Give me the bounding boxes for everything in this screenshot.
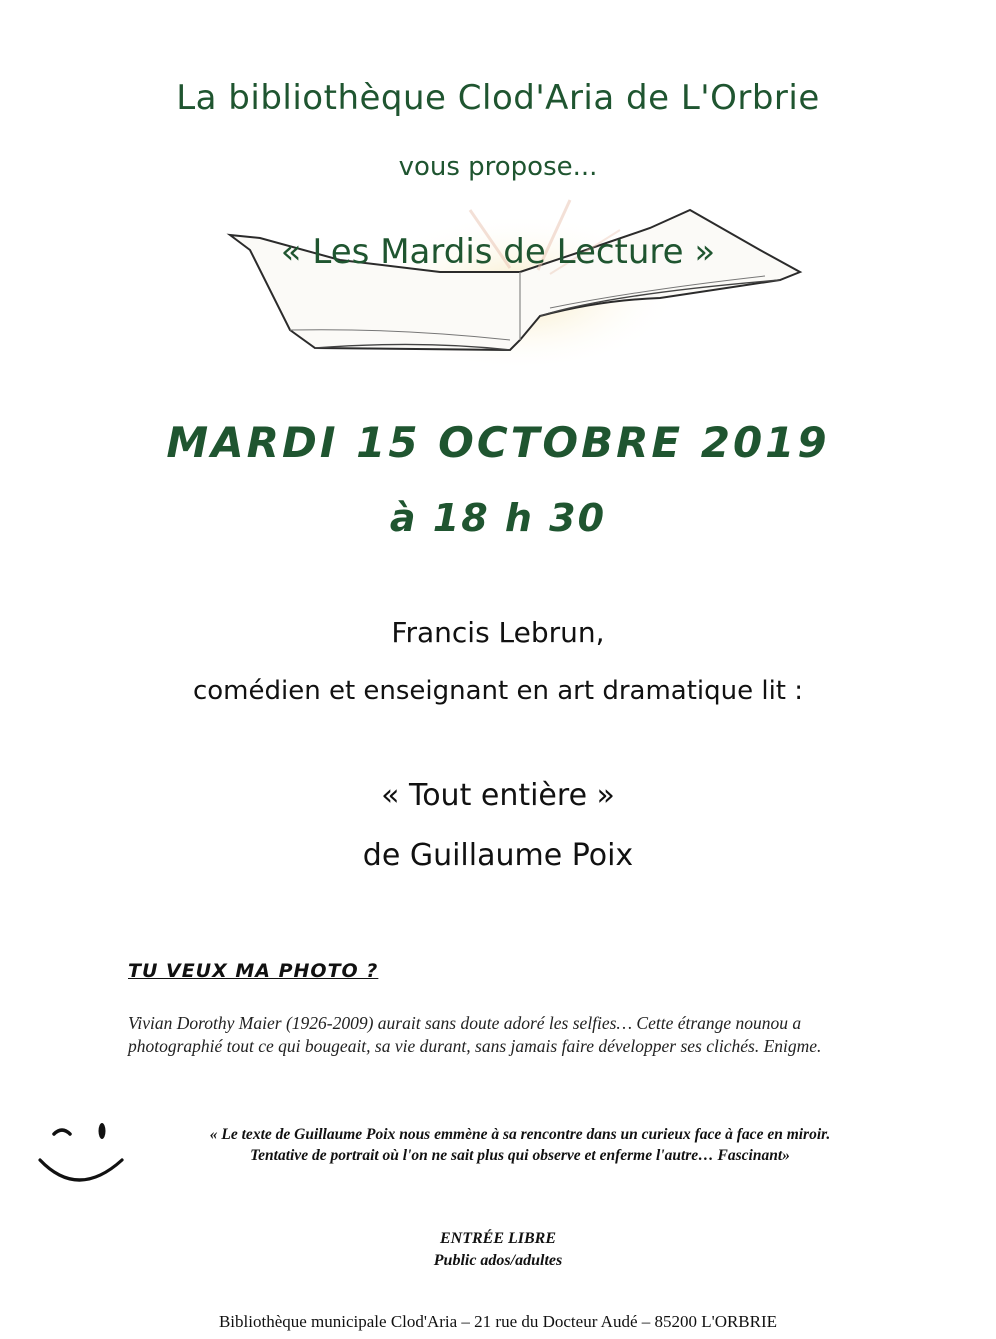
smiley-icon [34, 1114, 130, 1194]
work-author: de Guillaume Poix [362, 838, 634, 873]
audience-label: Public ados/adultes [433, 1252, 563, 1269]
series-title: « Les Mardis de Lecture » [280, 232, 716, 272]
header-title: La bibliothèque Clod'Aria de L'Orbrie [176, 78, 820, 118]
reader-name: Francis Lebrun, [391, 616, 605, 649]
review-quote-line-2: Tentative de portrait où l'on ne sait plus qui observe et enferme l'autre… Fascinant» [250, 1147, 790, 1164]
work-title: « Tout entière » [381, 778, 615, 813]
reader-role: comédien et enseignant en art dramatique lit : [192, 676, 804, 706]
event-date: MARDI 15 OCTOBRE 2019 [166, 418, 830, 467]
review-quote-line-1: « Le texte de Guillaume Poix nous emmène à sa rencontre dans un curieux face à face en miroir. [209, 1126, 831, 1143]
event-time: à 18 h 30 [389, 496, 607, 540]
section-heading: TU VEUX MA PHOTO ? [128, 960, 379, 982]
section-text: Vivian Dorothy Maier (1926-2009) aurait sans doute adoré les selfies… Cette étrange nounou a photographié tout ce qui bougeait, sa vie durant, sans jamais faire développer ses clichés. Enigme. [128, 1013, 822, 1056]
footer-address: Bibliothèque municipale Clod'Aria – 21 rue du Docteur Audé – 85200 L'ORBRIE [218, 1312, 778, 1331]
header-subtitle: vous propose... [398, 152, 598, 182]
review-quote [130, 1124, 910, 1166]
entry-label: ENTRÉE LIBRE [439, 1230, 557, 1247]
open-book-illustration [220, 190, 810, 370]
